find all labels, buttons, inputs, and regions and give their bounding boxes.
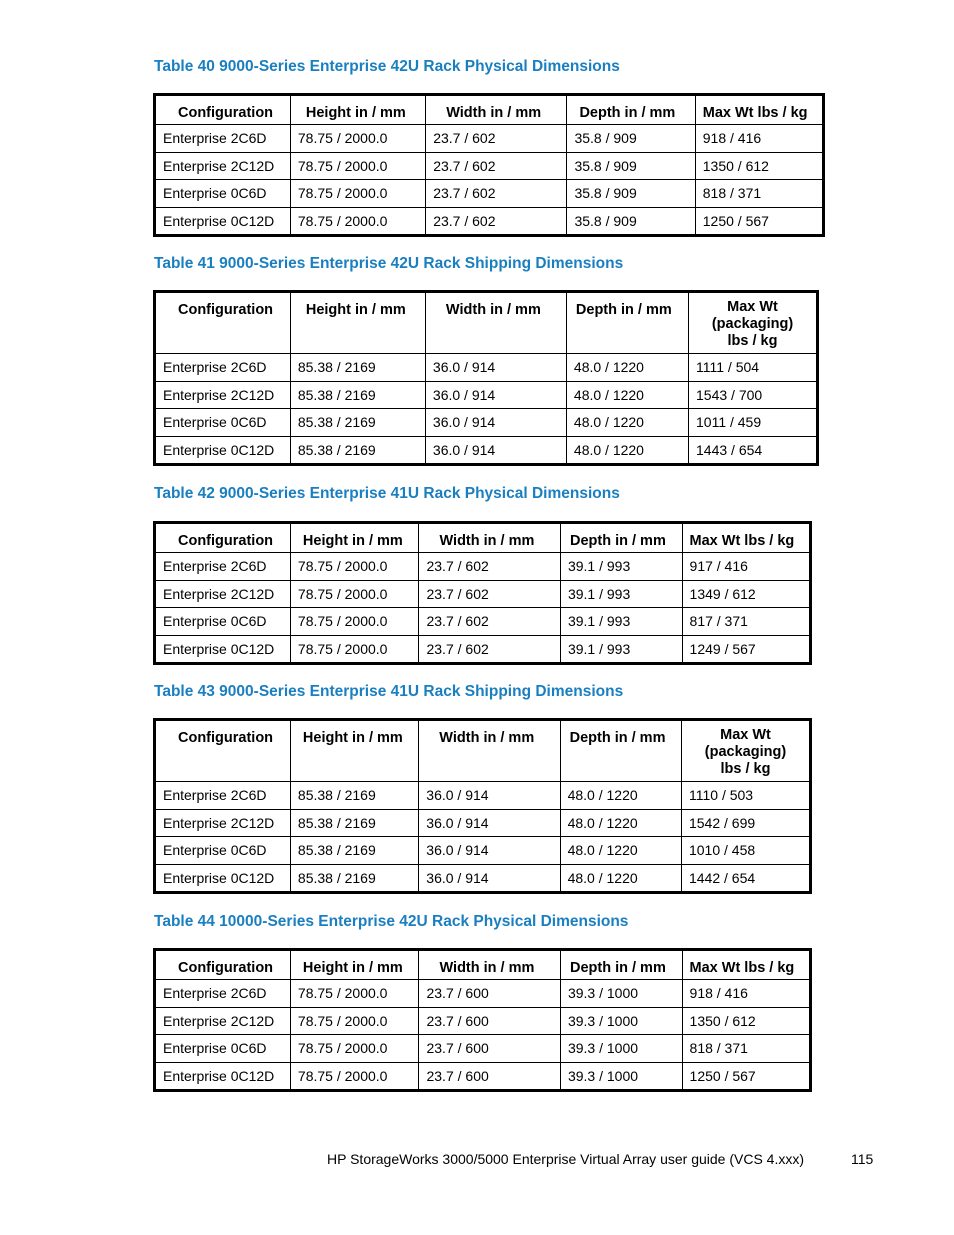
table-cell: 1442 / 654: [681, 864, 810, 893]
table-cell: 48.0 / 1220: [566, 436, 688, 465]
table-41-caption: Table 41 9000-Series Enterprise 42U Rack Shipping Dimensions: [154, 255, 624, 272]
table-cell: 39.1 / 993: [560, 635, 682, 664]
table-cell: 917 / 416: [682, 553, 810, 581]
table-cell: 23.7 / 602: [426, 207, 567, 236]
table-cell: 78.75 / 2000.0: [290, 580, 419, 608]
table-cell: 48.0 / 1220: [566, 381, 688, 409]
table-cell: 36.0 / 914: [425, 381, 566, 409]
table-cell: Enterprise 0C12D: [155, 1062, 291, 1091]
table-cell: 78.75 / 2000.0: [290, 180, 425, 208]
table-cell: 35.8 / 909: [567, 207, 695, 236]
table-row: [155, 608, 811, 636]
table-cell: 78.75 / 2000.0: [290, 1035, 419, 1063]
table-row: [155, 809, 811, 837]
table-cell: 1543 / 700: [689, 381, 818, 409]
table-cell: 23.7 / 600: [419, 1062, 560, 1091]
table-cell: Enterprise 2C12D: [155, 1007, 291, 1035]
table-cell: 1011 / 459: [689, 409, 818, 437]
table-41: [153, 290, 819, 466]
table-row: [155, 381, 818, 409]
table-cell: 1250 / 567: [695, 207, 823, 236]
table-cell: 818 / 371: [695, 180, 823, 208]
table-cell: 1350 / 612: [682, 1007, 810, 1035]
column-header: Width in / mm: [419, 950, 560, 980]
column-header: Max Wt (packaging) lbs / kg: [681, 720, 810, 782]
table-cell: 1110 / 503: [681, 782, 810, 810]
table-cell: 39.1 / 993: [560, 553, 682, 581]
table-row: [155, 152, 824, 180]
table-cell: 85.38 / 2169: [290, 782, 418, 810]
table-cell: 78.75 / 2000.0: [290, 608, 419, 636]
table-cell: Enterprise 0C12D: [155, 635, 291, 664]
table-43-caption: Table 43 9000-Series Enterprise 41U Rack Shipping Dimensions: [154, 683, 624, 700]
table-row: [155, 580, 811, 608]
table-cell: 48.0 / 1220: [560, 837, 681, 865]
table-cell: 23.7 / 602: [426, 125, 567, 153]
table-cell: 23.7 / 602: [419, 553, 560, 581]
table-cell: 48.0 / 1220: [560, 809, 681, 837]
table-cell: 85.38 / 2169: [290, 409, 425, 437]
table-cell: 1350 / 612: [695, 152, 823, 180]
table-42-caption: Table 42 9000-Series Enterprise 41U Rack Physical Dimensions: [154, 485, 620, 502]
table-cell: 85.38 / 2169: [290, 809, 418, 837]
table-cell: Enterprise 0C12D: [155, 436, 291, 465]
table-cell: 39.3 / 1000: [560, 980, 682, 1008]
table-row: [155, 553, 811, 581]
table-row: [155, 635, 811, 664]
table-cell: 1443 / 654: [689, 436, 818, 465]
column-header: Width in / mm: [425, 292, 566, 354]
column-header: Width in / mm: [419, 720, 560, 782]
column-header: Configuration: [155, 95, 291, 125]
table-cell: 48.0 / 1220: [560, 782, 681, 810]
table-row: [155, 409, 818, 437]
page-number: 115: [851, 1151, 874, 1167]
table-cell: 39.1 / 993: [560, 580, 682, 608]
table-cell: Enterprise 2C12D: [155, 580, 291, 608]
table-cell: 23.7 / 602: [419, 635, 560, 664]
table-cell: 35.8 / 909: [567, 152, 695, 180]
table-cell: 36.0 / 914: [419, 837, 560, 865]
table-cell: 817 / 371: [682, 608, 810, 636]
table-cell: 918 / 416: [682, 980, 810, 1008]
table-cell: Enterprise 2C6D: [155, 553, 291, 581]
table-cell: 918 / 416: [695, 125, 823, 153]
table-cell: 78.75 / 2000.0: [290, 207, 425, 236]
table-row: [155, 1062, 811, 1091]
table-42: [153, 521, 812, 665]
table-cell: 48.0 / 1220: [566, 409, 688, 437]
table-cell: 1010 / 458: [681, 837, 810, 865]
column-header: Configuration: [155, 292, 291, 354]
table-cell: 23.7 / 600: [419, 1035, 560, 1063]
table-cell: 36.0 / 914: [419, 782, 560, 810]
table-cell: Enterprise 2C12D: [155, 152, 291, 180]
table-cell: 818 / 371: [682, 1035, 810, 1063]
table-row: [155, 1035, 811, 1063]
table-row: [155, 180, 824, 208]
column-header: Configuration: [155, 950, 291, 980]
table-cell: 85.38 / 2169: [290, 864, 418, 893]
table-cell: 23.7 / 602: [419, 580, 560, 608]
column-header: Configuration: [155, 523, 291, 553]
table-row: [155, 837, 811, 865]
table-43: [153, 718, 812, 894]
column-header: Max Wt lbs / kg: [695, 95, 823, 125]
column-header: Depth in / mm: [560, 720, 681, 782]
table-row: [155, 782, 811, 810]
table-cell: 23.7 / 600: [419, 1007, 560, 1035]
table-cell: Enterprise 2C12D: [155, 809, 291, 837]
column-header: Max Wt lbs / kg: [682, 950, 810, 980]
table-cell: 78.75 / 2000.0: [290, 125, 425, 153]
table-cell: Enterprise 2C6D: [155, 782, 291, 810]
column-header: Max Wt lbs / kg: [682, 523, 810, 553]
table-cell: 48.0 / 1220: [566, 354, 688, 382]
column-header: Height in / mm: [290, 720, 418, 782]
column-header: Height in / mm: [290, 95, 425, 125]
table-cell: 78.75 / 2000.0: [290, 152, 425, 180]
table-row: [155, 436, 818, 465]
table-cell: 85.38 / 2169: [290, 381, 425, 409]
column-header: Height in / mm: [290, 523, 419, 553]
table-cell: 23.7 / 600: [419, 980, 560, 1008]
table-cell: 23.7 / 602: [419, 608, 560, 636]
table-cell: Enterprise 0C6D: [155, 608, 291, 636]
table-cell: 78.75 / 2000.0: [290, 980, 419, 1008]
table-cell: Enterprise 0C12D: [155, 864, 291, 893]
table-cell: 78.75 / 2000.0: [290, 553, 419, 581]
table-cell: Enterprise 0C12D: [155, 207, 291, 236]
column-header: Height in / mm: [290, 292, 425, 354]
table-cell: 23.7 / 602: [426, 152, 567, 180]
column-header: Depth in / mm: [560, 523, 682, 553]
table-cell: Enterprise 2C6D: [155, 125, 291, 153]
table-cell: Enterprise 2C6D: [155, 980, 291, 1008]
table-cell: 78.75 / 2000.0: [290, 1007, 419, 1035]
table-cell: Enterprise 0C6D: [155, 180, 291, 208]
table-cell: 36.0 / 914: [425, 436, 566, 465]
column-header: Configuration: [155, 720, 291, 782]
column-header: Depth in / mm: [560, 950, 682, 980]
table-row: [155, 125, 824, 153]
table-cell: 1542 / 699: [681, 809, 810, 837]
table-cell: Enterprise 2C6D: [155, 354, 291, 382]
column-header: Depth in / mm: [567, 95, 695, 125]
table-44-caption: Table 44 10000-Series Enterprise 42U Rack Physical Dimensions: [154, 913, 629, 930]
table-row: [155, 207, 824, 236]
table-cell: 23.7 / 602: [426, 180, 567, 208]
table-cell: Enterprise 2C12D: [155, 381, 291, 409]
table-cell: Enterprise 0C6D: [155, 409, 291, 437]
table-cell: 78.75 / 2000.0: [290, 635, 419, 664]
table-cell: 36.0 / 914: [425, 409, 566, 437]
table-40-caption: Table 40 9000-Series Enterprise 42U Rack Physical Dimensions: [154, 58, 620, 75]
table-cell: 36.0 / 914: [425, 354, 566, 382]
footer-title: HP StorageWorks 3000/5000 Enterprise Virtual Array user guide (VCS 4.xxx): [327, 1151, 805, 1167]
column-header: Max Wt (packaging) lbs / kg: [689, 292, 818, 354]
table-cell: 35.8 / 909: [567, 180, 695, 208]
table-cell: 85.38 / 2169: [290, 837, 418, 865]
column-header: Height in / mm: [290, 950, 419, 980]
table-row: [155, 1007, 811, 1035]
table-cell: Enterprise 0C6D: [155, 837, 291, 865]
column-header: Width in / mm: [426, 95, 567, 125]
table-cell: 39.3 / 1000: [560, 1007, 682, 1035]
column-header: Width in / mm: [419, 523, 560, 553]
table-cell: 1349 / 612: [682, 580, 810, 608]
table-cell: 36.0 / 914: [419, 864, 560, 893]
table-cell: 1249 / 567: [682, 635, 810, 664]
table-cell: 78.75 / 2000.0: [290, 1062, 419, 1091]
table-row: [155, 864, 811, 893]
table-cell: 39.3 / 1000: [560, 1062, 682, 1091]
table-row: [155, 354, 818, 382]
table-cell: 85.38 / 2169: [290, 436, 425, 465]
table-row: [155, 980, 811, 1008]
table-cell: 1111 / 504: [689, 354, 818, 382]
table-cell: 35.8 / 909: [567, 125, 695, 153]
table-cell: 1250 / 567: [682, 1062, 810, 1091]
table-cell: 39.3 / 1000: [560, 1035, 682, 1063]
table-cell: 36.0 / 914: [419, 809, 560, 837]
table-cell: 85.38 / 2169: [290, 354, 425, 382]
table-44: [153, 948, 812, 1092]
table-cell: 48.0 / 1220: [560, 864, 681, 893]
column-header: Depth in / mm: [566, 292, 688, 354]
table-cell: Enterprise 0C6D: [155, 1035, 291, 1063]
table-40: [153, 93, 825, 237]
table-cell: 39.1 / 993: [560, 608, 682, 636]
